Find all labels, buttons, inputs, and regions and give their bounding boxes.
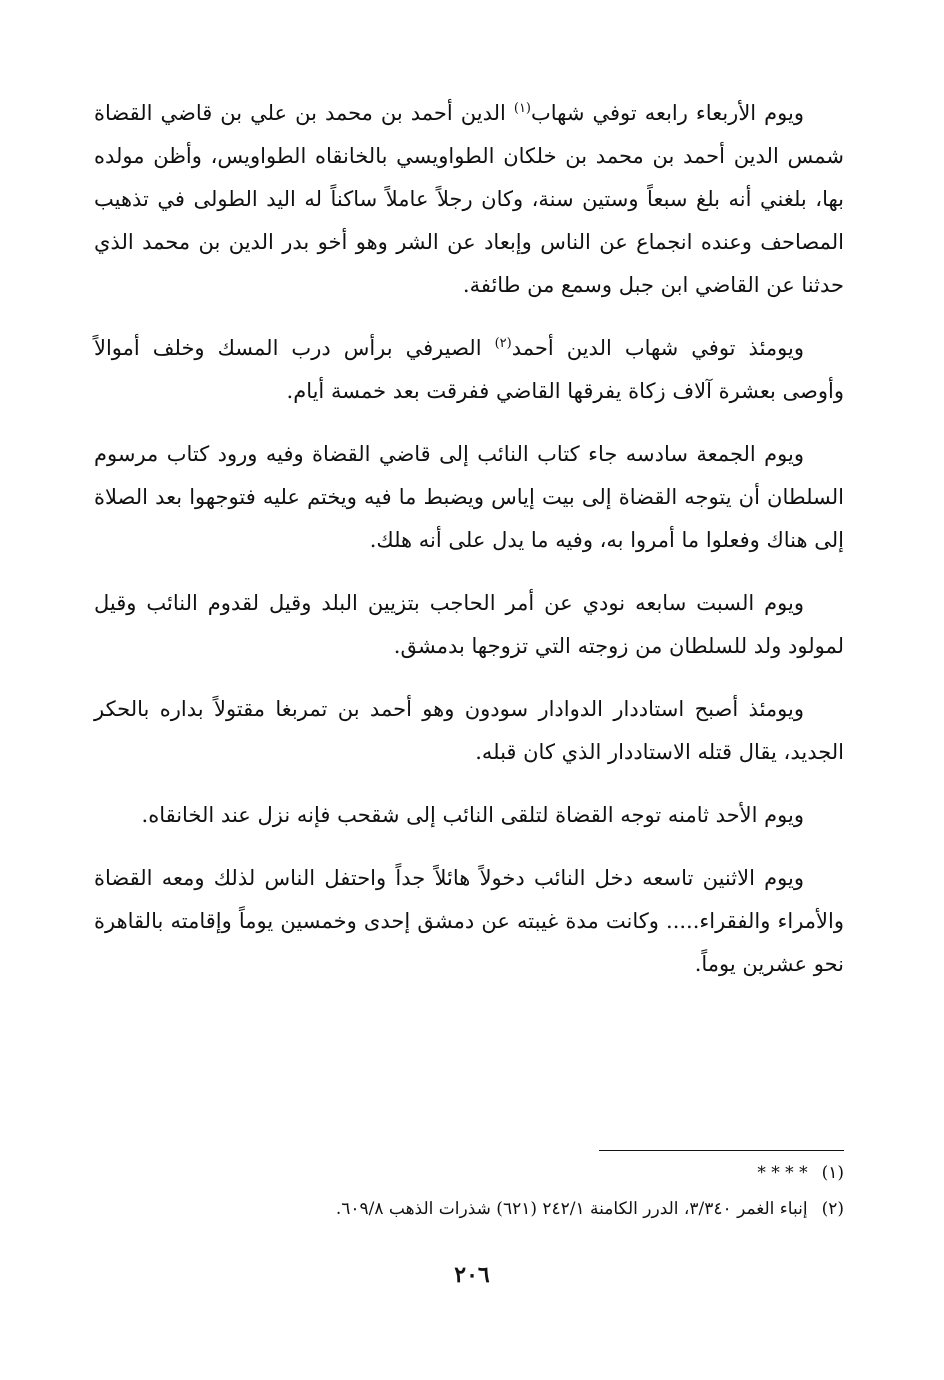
- footnote-number: (٢): [821, 1199, 844, 1219]
- paragraph-text: الدين أحمد بن محمد بن علي بن قاضي القضاة شمس الدين أحمد بن محمد بن خلكان الطواويسي بالخانقاه الطواويس، وأظن مولده بها، بلغني أنه بلغ سبعاً وستين سنة، وكان رجلاً عاملاً ساكناً له اليد الطولى في تذهيب المصاحف وعنده انجماع عن الناس وإبعاد عن الشر وهو أخو بدر الدين بن محمد الذي حدثنا عن القاضي ابن جبل وسمع من طائفة.: [94, 101, 844, 297]
- paragraph-friday: [94, 433, 844, 562]
- footnote-divider: [599, 1150, 844, 1151]
- page-number: ٢٠٦: [454, 1262, 490, 1288]
- paragraph-text: ويوم الأربعاء رابعه توفي شهاب: [531, 101, 804, 125]
- paragraph-sayrafi: [94, 327, 844, 413]
- footnotes: [94, 1160, 844, 1232]
- footnote-2: [94, 1196, 844, 1222]
- footnote-ref-1[interactable]: (١): [513, 101, 531, 116]
- footnote-text: إنباء الغمر ٣/٣٤٠، الدرر الكامنة ٢٤٢/١ (٦٢١) شذرات الذهب ٦٠٩/٨.: [335, 1199, 808, 1219]
- paragraph-saturday: [94, 582, 844, 668]
- paragraph-text: ويوم الجمعة سادسه جاء كتاب النائب إلى قاضي القضاة وفيه ورود كتاب مرسوم السلطان أن يتوجه القضاة إلى بيت إياس ويضبط ما فيه ويختم عليه فتوجهوا بعد الصلاة إلى هناك وفعلوا ما أمروا به، وفيه ما يدل على أنه هلك.: [94, 442, 844, 552]
- footnote-ref-2[interactable]: (٢): [494, 336, 512, 351]
- paragraph-text: الصيرفي برأس درب المسك وخلف أموالاً وأوصى بعشرة آلاف زكاة يفرقها القاضي ففرقت بعد خمسة أيام.: [94, 336, 844, 403]
- paragraph-ustadar: [94, 688, 844, 774]
- paragraph-wednesday: [94, 92, 844, 307]
- paragraph-monday: [94, 857, 844, 986]
- main-text: [94, 92, 844, 1006]
- paragraph-sunday: [94, 794, 844, 837]
- paragraph-text: ويوم الأحد ثامنه توجه القضاة لتلقى النائب إلى شقحب فإنه نزل عند الخانقاه.: [141, 803, 804, 827]
- footnote-number: (١): [821, 1163, 844, 1183]
- footnote-text: * * * *: [757, 1163, 808, 1183]
- paragraph-text: ويومئذ توفي شهاب الدين أحمد: [511, 336, 804, 360]
- paragraph-text: ويومئذ أصبح استاددار الدوادار سودون وهو أحمد بن تمربغا مقتولاً بداره بالحكر الجديد، يقال قتله الاستاددار الذي كان قبله.: [94, 697, 844, 764]
- footnote-1: [94, 1160, 844, 1186]
- paragraph-text: ويوم الاثنين تاسعه دخل النائب دخولاً هائلاً جداً واحتفل الناس لذلك ومعه القضاة والأمراء والفقراء..... وكانت مدة غيبته عن دمشق إحدى وخمسين يوماً وإقامته بالقاهرة نحو عشرين يوماً.: [94, 866, 844, 976]
- paragraph-text: ويوم السبت سابعه نودي عن أمر الحاجب بتزيين البلد وقيل لقدوم النائب وقيل لمولود ولد للسلطان من زوجته التي تزوجها بدمشق.: [94, 591, 844, 658]
